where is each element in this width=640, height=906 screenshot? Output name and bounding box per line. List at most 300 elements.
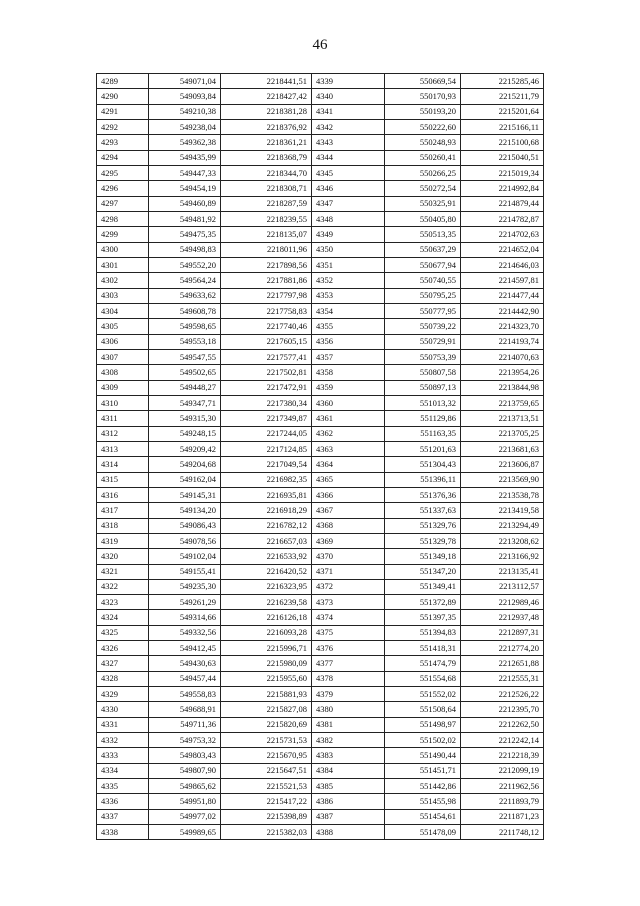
- point-number-cell: 4318: [97, 518, 149, 533]
- table-row: [97, 518, 544, 533]
- table-row: [97, 227, 544, 242]
- x-coordinate-cell: 549688,91: [149, 702, 221, 717]
- y-coordinate-cell: 2216935,81: [221, 487, 312, 502]
- table-row: [97, 273, 544, 288]
- y-coordinate-cell: 2213606,87: [461, 457, 544, 472]
- y-coordinate-cell: 2217605,15: [221, 334, 312, 349]
- point-number-cell: 4382: [312, 733, 385, 748]
- y-coordinate-cell: 2217049,54: [221, 457, 312, 472]
- y-coordinate-cell: 2217244,05: [221, 426, 312, 441]
- point-number-cell: 4372: [312, 579, 385, 594]
- x-coordinate-cell: 549460,89: [149, 196, 221, 211]
- y-coordinate-cell: 2217797,98: [221, 288, 312, 303]
- table-body: [97, 74, 544, 840]
- x-coordinate-cell: 550739,22: [385, 319, 461, 334]
- x-coordinate-cell: 551454,61: [385, 809, 461, 824]
- point-number-cell: 4350: [312, 242, 385, 257]
- point-number-cell: 4289: [97, 74, 149, 89]
- table-row: [97, 472, 544, 487]
- point-number-cell: 4381: [312, 717, 385, 732]
- point-number-cell: 4388: [312, 825, 385, 840]
- point-number-cell: 4328: [97, 671, 149, 686]
- x-coordinate-cell: 549977,02: [149, 809, 221, 824]
- point-number-cell: 4303: [97, 288, 149, 303]
- point-number-cell: 4331: [97, 717, 149, 732]
- x-coordinate-cell: 551397,35: [385, 610, 461, 625]
- y-coordinate-cell: 2214992,84: [461, 181, 544, 196]
- x-coordinate-cell: 549204,68: [149, 457, 221, 472]
- x-coordinate-cell: 550677,94: [385, 257, 461, 272]
- y-coordinate-cell: 2215201,64: [461, 104, 544, 119]
- x-coordinate-cell: 549547,55: [149, 349, 221, 364]
- point-number-cell: 4362: [312, 426, 385, 441]
- y-coordinate-cell: 2215285,46: [461, 74, 544, 89]
- x-coordinate-cell: 551347,20: [385, 564, 461, 579]
- y-coordinate-cell: 2215166,11: [461, 119, 544, 134]
- y-coordinate-cell: 2217124,85: [221, 441, 312, 456]
- x-coordinate-cell: 551490,44: [385, 748, 461, 763]
- point-number-cell: 4291: [97, 104, 149, 119]
- table-row: [97, 549, 544, 564]
- x-coordinate-cell: 550753,39: [385, 349, 461, 364]
- point-number-cell: 4358: [312, 365, 385, 380]
- x-coordinate-cell: 549162,04: [149, 472, 221, 487]
- y-coordinate-cell: 2216657,03: [221, 533, 312, 548]
- x-coordinate-cell: 549989,65: [149, 825, 221, 840]
- point-number-cell: 4305: [97, 319, 149, 334]
- point-number-cell: 4347: [312, 196, 385, 211]
- y-coordinate-cell: 2216533,92: [221, 549, 312, 564]
- y-coordinate-cell: 2217349,87: [221, 411, 312, 426]
- point-number-cell: 4311: [97, 411, 149, 426]
- x-coordinate-cell: 550795,25: [385, 288, 461, 303]
- point-number-cell: 4348: [312, 211, 385, 226]
- x-coordinate-cell: 549475,35: [149, 227, 221, 242]
- point-number-cell: 4386: [312, 794, 385, 809]
- x-coordinate-cell: 550405,80: [385, 211, 461, 226]
- point-number-cell: 4357: [312, 349, 385, 364]
- x-coordinate-cell: 551163,35: [385, 426, 461, 441]
- point-number-cell: 4336: [97, 794, 149, 809]
- point-number-cell: 4322: [97, 579, 149, 594]
- y-coordinate-cell: 2215019,34: [461, 165, 544, 180]
- point-number-cell: 4337: [97, 809, 149, 824]
- point-number-cell: 4341: [312, 104, 385, 119]
- point-number-cell: 4351: [312, 257, 385, 272]
- table-row: [97, 135, 544, 150]
- table-row: [97, 257, 544, 272]
- y-coordinate-cell: 2218135,07: [221, 227, 312, 242]
- table-row: [97, 349, 544, 364]
- point-number-cell: 4324: [97, 610, 149, 625]
- point-number-cell: 4363: [312, 441, 385, 456]
- table-row: [97, 687, 544, 702]
- x-coordinate-cell: 549454,19: [149, 181, 221, 196]
- point-number-cell: 4377: [312, 656, 385, 671]
- x-coordinate-cell: 549502,65: [149, 365, 221, 380]
- point-number-cell: 4383: [312, 748, 385, 763]
- table-row: [97, 671, 544, 686]
- y-coordinate-cell: 2212099,19: [461, 763, 544, 778]
- table-row: [97, 211, 544, 226]
- x-coordinate-cell: 550222,60: [385, 119, 461, 134]
- table-row: [97, 288, 544, 303]
- x-coordinate-cell: 550897,13: [385, 380, 461, 395]
- point-number-cell: 4326: [97, 641, 149, 656]
- point-number-cell: 4319: [97, 533, 149, 548]
- x-coordinate-cell: 550260,41: [385, 150, 461, 165]
- y-coordinate-cell: 2213419,58: [461, 503, 544, 518]
- point-number-cell: 4301: [97, 257, 149, 272]
- y-coordinate-cell: 2215417,22: [221, 794, 312, 809]
- x-coordinate-cell: 551502,02: [385, 733, 461, 748]
- x-coordinate-cell: 550637,29: [385, 242, 461, 257]
- y-coordinate-cell: 2217472,91: [221, 380, 312, 395]
- y-coordinate-cell: 2212395,70: [461, 702, 544, 717]
- y-coordinate-cell: 2212989,46: [461, 595, 544, 610]
- x-coordinate-cell: 550248,93: [385, 135, 461, 150]
- y-coordinate-cell: 2214477,44: [461, 288, 544, 303]
- x-coordinate-cell: 551554,68: [385, 671, 461, 686]
- point-number-cell: 4310: [97, 395, 149, 410]
- point-number-cell: 4312: [97, 426, 149, 441]
- table-row: [97, 656, 544, 671]
- table-row: [97, 426, 544, 441]
- x-coordinate-cell: 551474,79: [385, 656, 461, 671]
- point-number-cell: 4329: [97, 687, 149, 702]
- point-number-cell: 4344: [312, 150, 385, 165]
- x-coordinate-cell: 551013,32: [385, 395, 461, 410]
- point-number-cell: 4364: [312, 457, 385, 472]
- x-coordinate-cell: 551337,63: [385, 503, 461, 518]
- y-coordinate-cell: 2218011,96: [221, 242, 312, 257]
- x-coordinate-cell: 550777,95: [385, 303, 461, 318]
- y-coordinate-cell: 2212262,50: [461, 717, 544, 732]
- y-coordinate-cell: 2216126,18: [221, 610, 312, 625]
- point-number-cell: 4309: [97, 380, 149, 395]
- table-row: [97, 579, 544, 594]
- x-coordinate-cell: 550325,91: [385, 196, 461, 211]
- y-coordinate-cell: 2217740,46: [221, 319, 312, 334]
- x-coordinate-cell: 551396,11: [385, 472, 461, 487]
- x-coordinate-cell: 549155,41: [149, 564, 221, 579]
- y-coordinate-cell: 2217502,81: [221, 365, 312, 380]
- y-coordinate-cell: 2215100,68: [461, 135, 544, 150]
- x-coordinate-cell: 549558,83: [149, 687, 221, 702]
- point-number-cell: 4345: [312, 165, 385, 180]
- x-coordinate-cell: 549315,30: [149, 411, 221, 426]
- point-number-cell: 4292: [97, 119, 149, 134]
- x-coordinate-cell: 549134,20: [149, 503, 221, 518]
- table-row: [97, 763, 544, 778]
- x-coordinate-cell: 551552,02: [385, 687, 461, 702]
- y-coordinate-cell: 2216093,28: [221, 625, 312, 640]
- y-coordinate-cell: 2216918,29: [221, 503, 312, 518]
- point-number-cell: 4325: [97, 625, 149, 640]
- x-coordinate-cell: 551329,78: [385, 533, 461, 548]
- y-coordinate-cell: 2215211,79: [461, 89, 544, 104]
- x-coordinate-cell: 551372,89: [385, 595, 461, 610]
- y-coordinate-cell: 2215820,69: [221, 717, 312, 732]
- table-row: [97, 487, 544, 502]
- x-coordinate-cell: 551442,86: [385, 779, 461, 794]
- x-coordinate-cell: 551376,36: [385, 487, 461, 502]
- y-coordinate-cell: 2212526,22: [461, 687, 544, 702]
- point-number-cell: 4321: [97, 564, 149, 579]
- x-coordinate-cell: 549448,27: [149, 380, 221, 395]
- x-coordinate-cell: 549102,04: [149, 549, 221, 564]
- x-coordinate-cell: 550669,54: [385, 74, 461, 89]
- y-coordinate-cell: 2218441,51: [221, 74, 312, 89]
- point-number-cell: 4290: [97, 89, 149, 104]
- x-coordinate-cell: 549608,78: [149, 303, 221, 318]
- table-row: [97, 564, 544, 579]
- y-coordinate-cell: 2212897,31: [461, 625, 544, 640]
- point-number-cell: 4346: [312, 181, 385, 196]
- point-number-cell: 4353: [312, 288, 385, 303]
- y-coordinate-cell: 2215980,09: [221, 656, 312, 671]
- x-coordinate-cell: 551349,41: [385, 579, 461, 594]
- y-coordinate-cell: 2212774,20: [461, 641, 544, 656]
- table-row: [97, 104, 544, 119]
- x-coordinate-cell: 549261,29: [149, 595, 221, 610]
- point-number-cell: 4373: [312, 595, 385, 610]
- x-coordinate-cell: 549498,83: [149, 242, 221, 257]
- x-coordinate-cell: 549093,84: [149, 89, 221, 104]
- table-row: [97, 533, 544, 548]
- table-row: [97, 457, 544, 472]
- table-row: [97, 717, 544, 732]
- table-row: [97, 441, 544, 456]
- y-coordinate-cell: 2213538,78: [461, 487, 544, 502]
- y-coordinate-cell: 2214782,87: [461, 211, 544, 226]
- table-row: [97, 380, 544, 395]
- point-number-cell: 4380: [312, 702, 385, 717]
- y-coordinate-cell: 2215955,60: [221, 671, 312, 686]
- y-coordinate-cell: 2215996,71: [221, 641, 312, 656]
- point-number-cell: 4355: [312, 319, 385, 334]
- x-coordinate-cell: 551394,83: [385, 625, 461, 640]
- x-coordinate-cell: 549078,56: [149, 533, 221, 548]
- y-coordinate-cell: 2213112,57: [461, 579, 544, 594]
- point-number-cell: 4354: [312, 303, 385, 318]
- y-coordinate-cell: 2213954,26: [461, 365, 544, 380]
- table-row: [97, 119, 544, 134]
- x-coordinate-cell: 549347,71: [149, 395, 221, 410]
- y-coordinate-cell: 2213166,92: [461, 549, 544, 564]
- x-coordinate-cell: 549332,56: [149, 625, 221, 640]
- x-coordinate-cell: 550266,25: [385, 165, 461, 180]
- table-row: [97, 165, 544, 180]
- y-coordinate-cell: 2215731,53: [221, 733, 312, 748]
- table-row: [97, 733, 544, 748]
- point-number-cell: 4297: [97, 196, 149, 211]
- point-number-cell: 4378: [312, 671, 385, 686]
- y-coordinate-cell: 2212651,88: [461, 656, 544, 671]
- x-coordinate-cell: 549362,38: [149, 135, 221, 150]
- table-row: [97, 411, 544, 426]
- x-coordinate-cell: 549552,20: [149, 257, 221, 272]
- y-coordinate-cell: 2213294,49: [461, 518, 544, 533]
- point-number-cell: 4304: [97, 303, 149, 318]
- x-coordinate-cell: 551451,71: [385, 763, 461, 778]
- y-coordinate-cell: 2212218,39: [461, 748, 544, 763]
- table-row: [97, 303, 544, 318]
- point-number-cell: 4298: [97, 211, 149, 226]
- y-coordinate-cell: 2217898,56: [221, 257, 312, 272]
- point-number-cell: 4376: [312, 641, 385, 656]
- y-coordinate-cell: 2216420,52: [221, 564, 312, 579]
- point-number-cell: 4334: [97, 763, 149, 778]
- x-coordinate-cell: 549633,62: [149, 288, 221, 303]
- point-number-cell: 4360: [312, 395, 385, 410]
- y-coordinate-cell: 2213844,98: [461, 380, 544, 395]
- table-row: [97, 625, 544, 640]
- y-coordinate-cell: 2214702,63: [461, 227, 544, 242]
- x-coordinate-cell: 549711,36: [149, 717, 221, 732]
- table-row: [97, 74, 544, 89]
- x-coordinate-cell: 551201,63: [385, 441, 461, 456]
- y-coordinate-cell: 2211748,12: [461, 825, 544, 840]
- y-coordinate-cell: 2211962,56: [461, 779, 544, 794]
- table-row: [97, 825, 544, 840]
- y-coordinate-cell: 2215881,93: [221, 687, 312, 702]
- y-coordinate-cell: 2218376,92: [221, 119, 312, 134]
- y-coordinate-cell: 2218427,42: [221, 89, 312, 104]
- point-number-cell: 4339: [312, 74, 385, 89]
- table-row: [97, 503, 544, 518]
- point-number-cell: 4315: [97, 472, 149, 487]
- y-coordinate-cell: 2214597,81: [461, 273, 544, 288]
- point-number-cell: 4385: [312, 779, 385, 794]
- y-coordinate-cell: 2218287,59: [221, 196, 312, 211]
- x-coordinate-cell: 549598,65: [149, 319, 221, 334]
- table-row: [97, 641, 544, 656]
- x-coordinate-cell: 549807,90: [149, 763, 221, 778]
- page-number: 46: [312, 37, 328, 53]
- point-number-cell: 4387: [312, 809, 385, 824]
- point-number-cell: 4299: [97, 227, 149, 242]
- y-coordinate-cell: 2212242,14: [461, 733, 544, 748]
- y-coordinate-cell: 2218344,70: [221, 165, 312, 180]
- point-number-cell: 4352: [312, 273, 385, 288]
- x-coordinate-cell: 550272,54: [385, 181, 461, 196]
- x-coordinate-cell: 551455,98: [385, 794, 461, 809]
- point-number-cell: 4370: [312, 549, 385, 564]
- x-coordinate-cell: 549238,04: [149, 119, 221, 134]
- point-number-cell: 4314: [97, 457, 149, 472]
- x-coordinate-cell: 549430,63: [149, 656, 221, 671]
- point-number-cell: 4367: [312, 503, 385, 518]
- point-number-cell: 4343: [312, 135, 385, 150]
- point-number-cell: 4308: [97, 365, 149, 380]
- point-number-cell: 4293: [97, 135, 149, 150]
- table-row: [97, 779, 544, 794]
- x-coordinate-cell: 549457,44: [149, 671, 221, 686]
- x-coordinate-cell: 551129,86: [385, 411, 461, 426]
- point-number-cell: 4307: [97, 349, 149, 364]
- table-row: [97, 365, 544, 380]
- x-coordinate-cell: 551508,64: [385, 702, 461, 717]
- x-coordinate-cell: 551418,31: [385, 641, 461, 656]
- y-coordinate-cell: 2218361,21: [221, 135, 312, 150]
- table-row: [97, 196, 544, 211]
- y-coordinate-cell: 2213208,62: [461, 533, 544, 548]
- point-number-cell: 4330: [97, 702, 149, 717]
- point-number-cell: 4316: [97, 487, 149, 502]
- point-number-cell: 4361: [312, 411, 385, 426]
- y-coordinate-cell: 2216782,12: [221, 518, 312, 533]
- x-coordinate-cell: 549412,45: [149, 641, 221, 656]
- y-coordinate-cell: 2218308,71: [221, 181, 312, 196]
- point-number-cell: 4296: [97, 181, 149, 196]
- point-number-cell: 4300: [97, 242, 149, 257]
- table-row: [97, 595, 544, 610]
- point-number-cell: 4317: [97, 503, 149, 518]
- point-number-cell: 4295: [97, 165, 149, 180]
- table-row: [97, 809, 544, 824]
- y-coordinate-cell: 2214323,70: [461, 319, 544, 334]
- x-coordinate-cell: 550513,35: [385, 227, 461, 242]
- point-number-cell: 4359: [312, 380, 385, 395]
- y-coordinate-cell: 2213681,63: [461, 441, 544, 456]
- table-row: [97, 702, 544, 717]
- y-coordinate-cell: 2215670,95: [221, 748, 312, 763]
- x-coordinate-cell: 551304,43: [385, 457, 461, 472]
- y-coordinate-cell: 2212555,31: [461, 671, 544, 686]
- x-coordinate-cell: 549314,66: [149, 610, 221, 625]
- x-coordinate-cell: 549086,43: [149, 518, 221, 533]
- x-coordinate-cell: 550193,20: [385, 104, 461, 119]
- y-coordinate-cell: 2216982,35: [221, 472, 312, 487]
- x-coordinate-cell: 551349,18: [385, 549, 461, 564]
- y-coordinate-cell: 2215040,51: [461, 150, 544, 165]
- x-coordinate-cell: 549071,04: [149, 74, 221, 89]
- point-number-cell: 4375: [312, 625, 385, 640]
- point-number-cell: 4379: [312, 687, 385, 702]
- x-coordinate-cell: 550807,58: [385, 365, 461, 380]
- y-coordinate-cell: 2213705,25: [461, 426, 544, 441]
- y-coordinate-cell: 2214442,90: [461, 303, 544, 318]
- y-coordinate-cell: 2218368,79: [221, 150, 312, 165]
- point-number-cell: 4338: [97, 825, 149, 840]
- x-coordinate-cell: 549435,99: [149, 150, 221, 165]
- point-number-cell: 4371: [312, 564, 385, 579]
- y-coordinate-cell: 2211893,79: [461, 794, 544, 809]
- y-coordinate-cell: 2212937,48: [461, 610, 544, 625]
- x-coordinate-cell: 549753,32: [149, 733, 221, 748]
- x-coordinate-cell: 549553,18: [149, 334, 221, 349]
- x-coordinate-cell: 551478,09: [385, 825, 461, 840]
- point-number-cell: 4356: [312, 334, 385, 349]
- y-coordinate-cell: 2215647,51: [221, 763, 312, 778]
- point-number-cell: 4335: [97, 779, 149, 794]
- y-coordinate-cell: 2214879,44: [461, 196, 544, 211]
- y-coordinate-cell: 2214652,04: [461, 242, 544, 257]
- table-row: [97, 242, 544, 257]
- point-number-cell: 4313: [97, 441, 149, 456]
- table-row: [97, 181, 544, 196]
- point-number-cell: 4369: [312, 533, 385, 548]
- point-number-cell: 4340: [312, 89, 385, 104]
- point-number-cell: 4366: [312, 487, 385, 502]
- point-number-cell: 4302: [97, 273, 149, 288]
- y-coordinate-cell: 2216323,95: [221, 579, 312, 594]
- x-coordinate-cell: 550729,91: [385, 334, 461, 349]
- table-row: [97, 395, 544, 410]
- point-number-cell: 4342: [312, 119, 385, 134]
- x-coordinate-cell: 551498,97: [385, 717, 461, 732]
